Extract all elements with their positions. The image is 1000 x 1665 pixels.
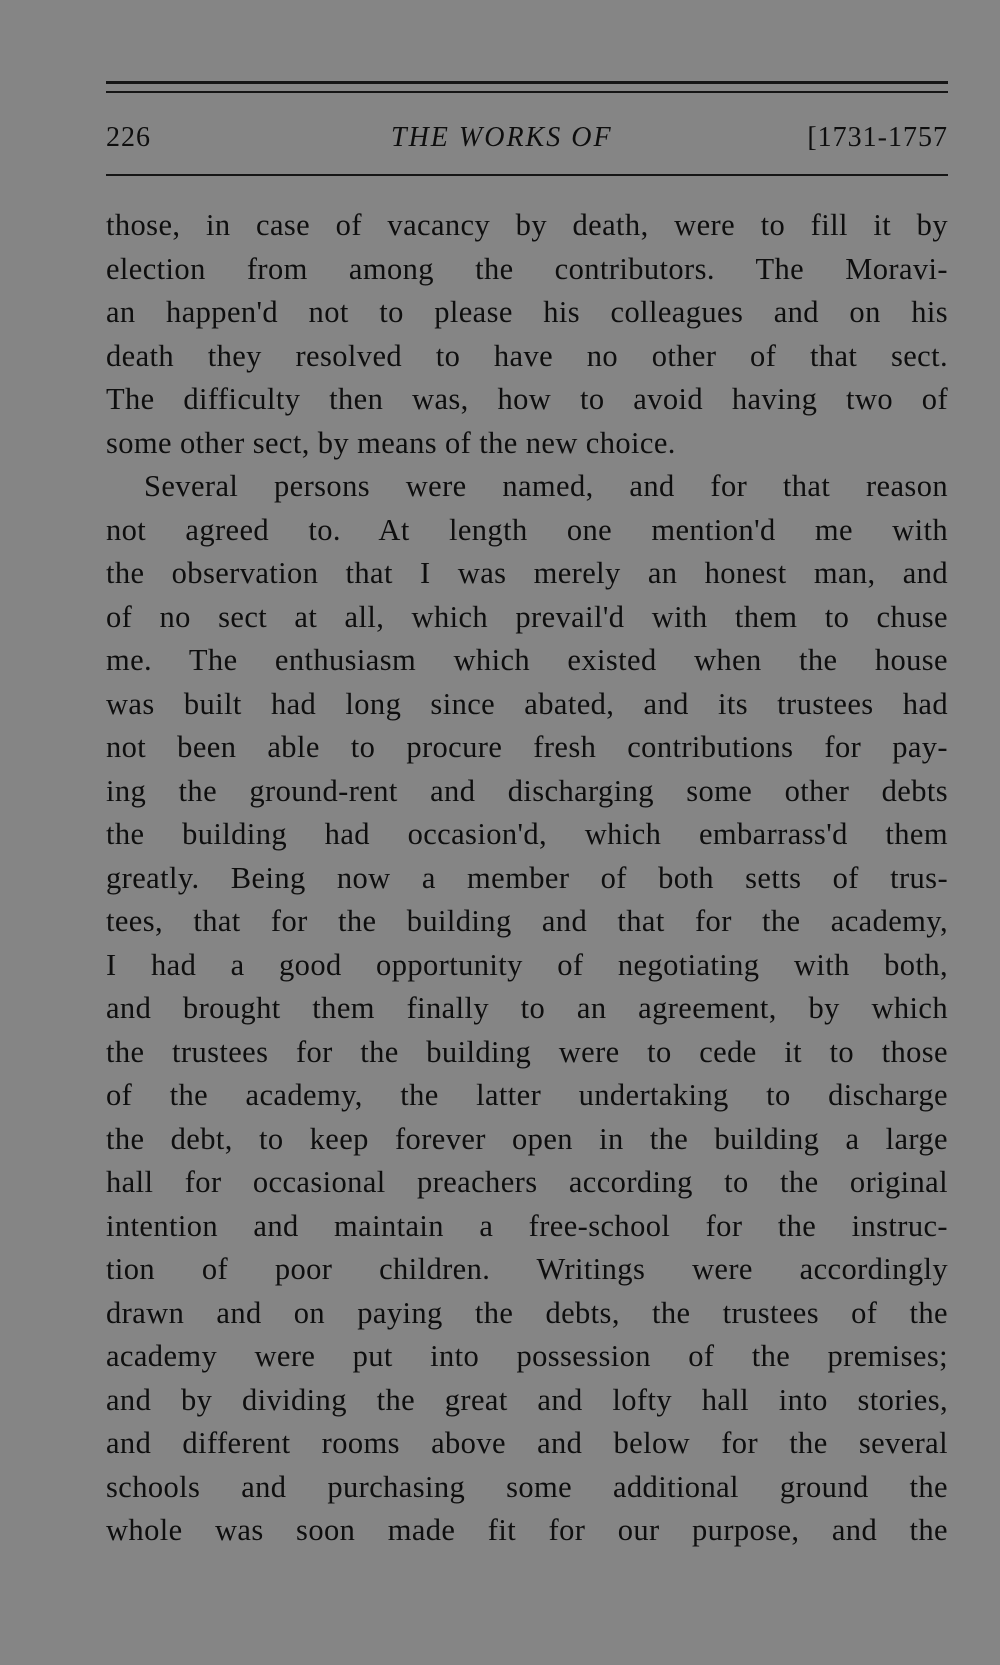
running-header [106, 118, 948, 158]
text-line: was built had long since abated, and its trustees had [106, 686, 948, 721]
text-line: not agreed to. At length one mention'd me with [106, 512, 948, 547]
text-line: and brought them finally to an agreement, by which [106, 991, 948, 1025]
text-line: the observation that I was merely an honest man, and [106, 556, 948, 590]
text-line: greatly. Being now a member of both setts of trus- [106, 860, 948, 895]
text-line: The difficulty then was, how to avoid having two of [106, 382, 948, 416]
header-underline-rule [106, 174, 948, 176]
running-title: THE WORKS OF [391, 122, 613, 153]
header-top-rule [106, 81, 948, 84]
text-line: the debt, to keep forever open in the building a large [106, 1121, 948, 1156]
paragraph-continuation [106, 204, 948, 465]
text-line: death they resolved to have no other of that sect. [106, 338, 948, 373]
text-line: of the academy, the latter undertaking to discharge [106, 1078, 948, 1112]
body-text [106, 204, 948, 1553]
header-second-rule [106, 91, 948, 93]
text-line: some other sect, by means of the new choice. [106, 425, 676, 460]
text-line: and different rooms above and below for the several [106, 1426, 948, 1460]
text-line: schools and purchasing some additional ground the [106, 1469, 948, 1504]
text-line: ing the ground-rent and discharging some other debts [106, 773, 948, 808]
text-line: Several persons were named, and for that reason [144, 469, 948, 503]
text-line: tion of poor children. Writings were accordingly [106, 1252, 948, 1286]
paragraph-main [106, 465, 948, 1553]
page-number: 226 [106, 122, 151, 153]
text-line: election from among the contributors. The Moravi- [106, 251, 948, 286]
text-line: drawn and on paying the debts, the trustees of the [106, 1295, 948, 1330]
text-line: the trustees for the building were to cede it to those [106, 1034, 948, 1069]
text-line: academy were put into possession of the premises; [106, 1339, 948, 1373]
text-line: tees, that for the building and that for the academy, [106, 904, 948, 938]
text-line: an happen'd not to please his colleagues and on his [106, 295, 948, 329]
text-line: whole was soon made fit for our purpose, and the [106, 1513, 948, 1547]
text-line: those, in case of vacancy by death, were to fill it by [106, 208, 948, 242]
text-line: and by dividing the great and lofty hall into stories, [106, 1382, 948, 1417]
text-line: me. The enthusiasm which existed when the house [106, 643, 948, 677]
text-line: the building had occasion'd, which embarrass'd them [106, 817, 948, 851]
book-page [106, 0, 948, 1665]
text-line: not been able to procure fresh contributions for pay- [106, 730, 948, 764]
text-line: intention and maintain a free-school for the instruc- [106, 1208, 948, 1243]
date-range: [1731-1757 [807, 122, 948, 153]
text-line: of no sect at all, which prevail'd with them to chuse [106, 599, 948, 634]
text-line: I had a good opportunity of negotiating with both, [106, 947, 948, 982]
text-line: hall for occasional preachers according to the original [106, 1165, 948, 1199]
